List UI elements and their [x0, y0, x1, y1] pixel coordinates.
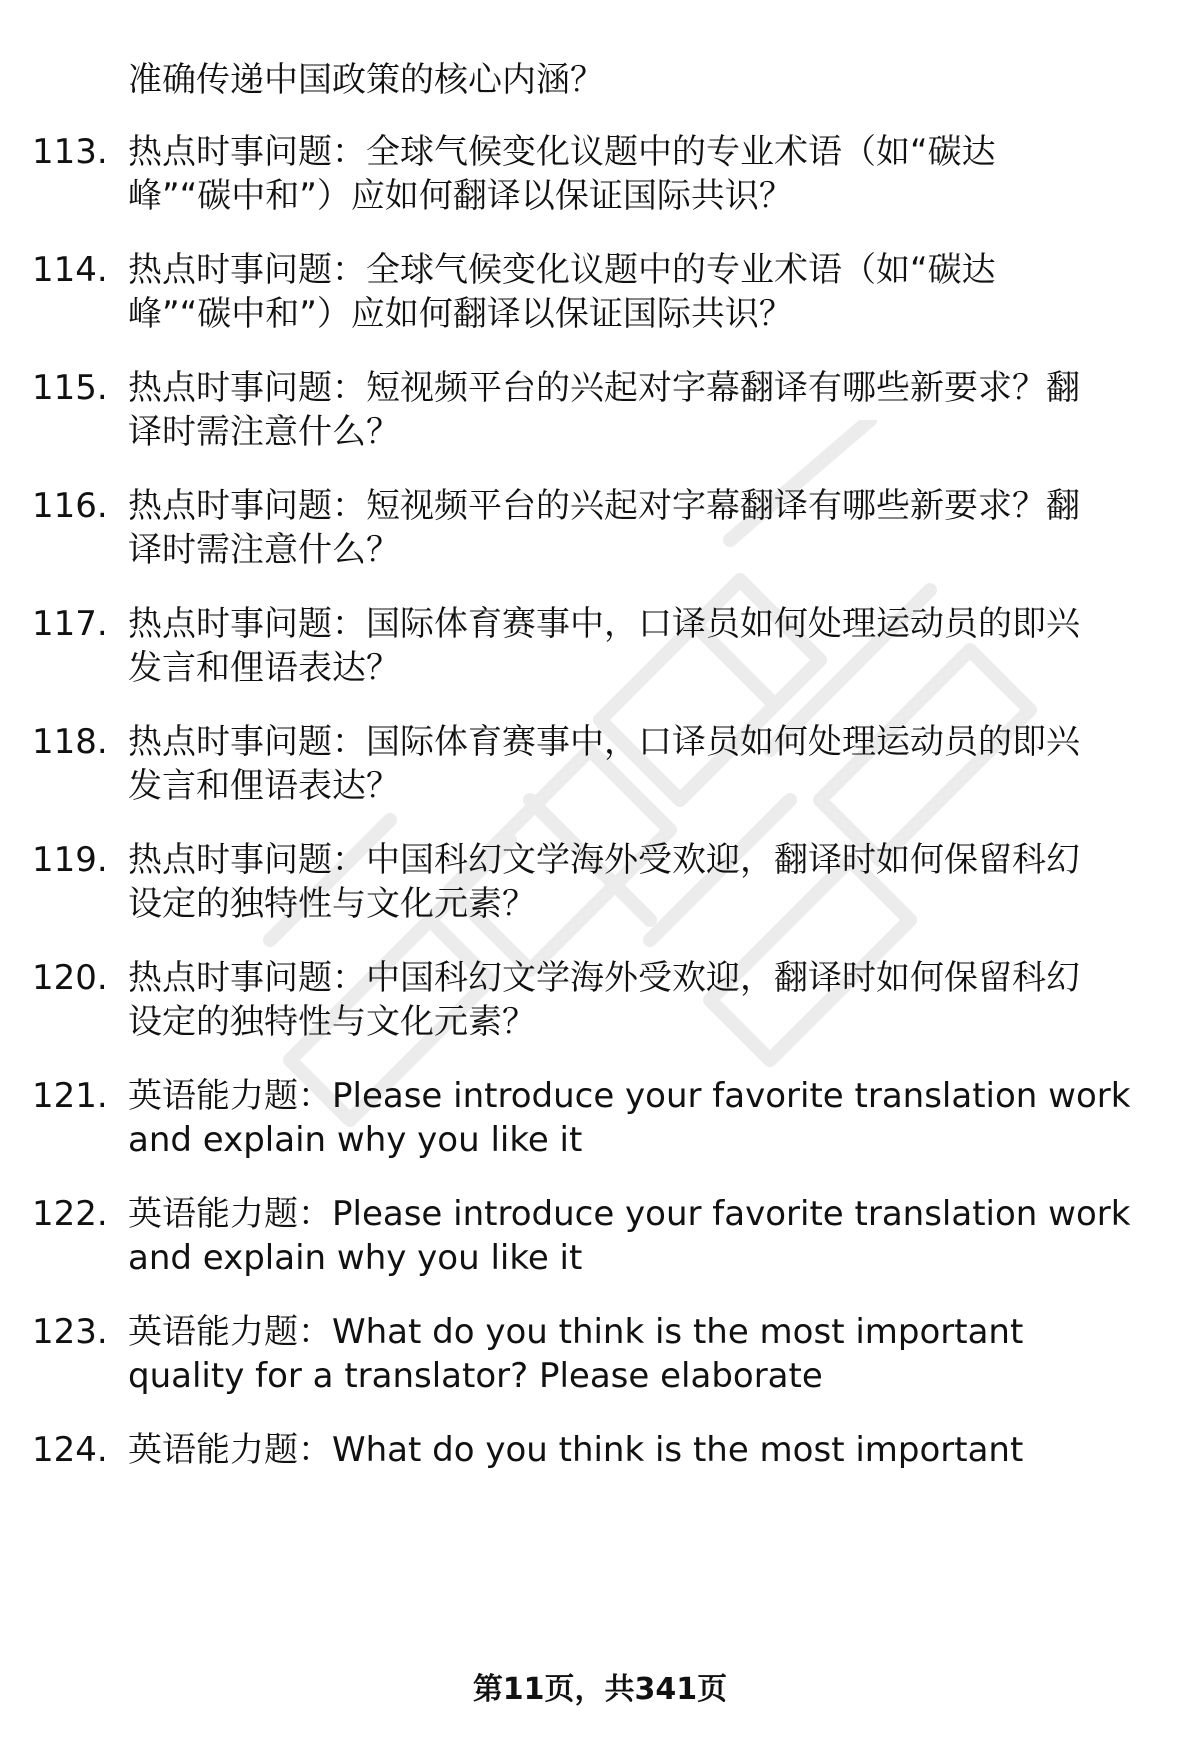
item-text-line1: 英语能力题：What do you think is the most important [128, 1430, 1024, 1470]
item-number: 114. [32, 250, 108, 290]
item-text-line1: 热点时事问题：中国科幻文学海外受欢迎，翻译时如何保留科幻 [128, 958, 1080, 998]
item-text-line1: 英语能力题：What do you think is the most important [128, 1312, 1024, 1352]
item-text-line1: 热点时事问题：国际体育赛事中，口译员如何处理运动员的即兴 [128, 722, 1080, 762]
item-text-line1: 英语能力题：Please introduce your favorite translation work [128, 1076, 1131, 1116]
item-text-line1: 热点时事问题：全球气候变化议题中的专业术语（如“碳达 [128, 132, 996, 172]
lead-line: 准确传递中国政策的核心内涵？ [128, 60, 604, 100]
item-text-line2: 设定的独特性与文化元素？ [128, 1002, 536, 1042]
item-text-line2: 设定的独特性与文化元素？ [128, 884, 536, 924]
item-number: 120. [32, 958, 108, 998]
item-text-line1: 热点时事问题：全球气候变化议题中的专业术语（如“碳达 [128, 250, 996, 290]
item-text-line1: 英语能力题：Please introduce your favorite translation work [128, 1194, 1131, 1234]
item-text-line2: quality for a translator? Please elaborate [128, 1356, 823, 1396]
item-number: 122. [32, 1194, 108, 1234]
item-text-line1: 热点时事问题：国际体育赛事中，口译员如何处理运动员的即兴 [128, 604, 1080, 644]
item-number: 123. [32, 1312, 108, 1352]
item-text-line2: 译时需注意什么？ [128, 530, 400, 570]
item-number: 115. [32, 368, 108, 408]
item-text-line1: 热点时事问题：短视频平台的兴起对字幕翻译有哪些新要求？翻 [128, 368, 1080, 408]
item-text-line2: 发言和俚语表达？ [128, 766, 400, 806]
item-number: 116. [32, 486, 108, 526]
item-number: 113. [32, 132, 108, 172]
item-text-line2: 发言和俚语表达？ [128, 648, 400, 688]
item-text-line2: 峰”“碳中和”）应如何翻译以保证国际共识？ [128, 176, 793, 216]
item-number: 121. [32, 1076, 108, 1116]
item-text-line2: and explain why you like it [128, 1238, 583, 1278]
item-text-line1: 热点时事问题：中国科幻文学海外受欢迎，翻译时如何保留科幻 [128, 840, 1080, 880]
item-text-line1: 热点时事问题：短视频平台的兴起对字幕翻译有哪些新要求？翻 [128, 486, 1080, 526]
item-number: 124. [32, 1430, 108, 1470]
item-text-line2: 译时需注意什么？ [128, 412, 400, 452]
item-number: 117. [32, 604, 108, 644]
item-number: 119. [32, 840, 108, 880]
item-text-line2: 峰”“碳中和”）应如何翻译以保证国际共识？ [128, 294, 793, 334]
page-footer: 第11页，共341页 [472, 1672, 728, 1707]
item-number: 118. [32, 722, 108, 762]
item-text-line2: and explain why you like it [128, 1120, 583, 1160]
